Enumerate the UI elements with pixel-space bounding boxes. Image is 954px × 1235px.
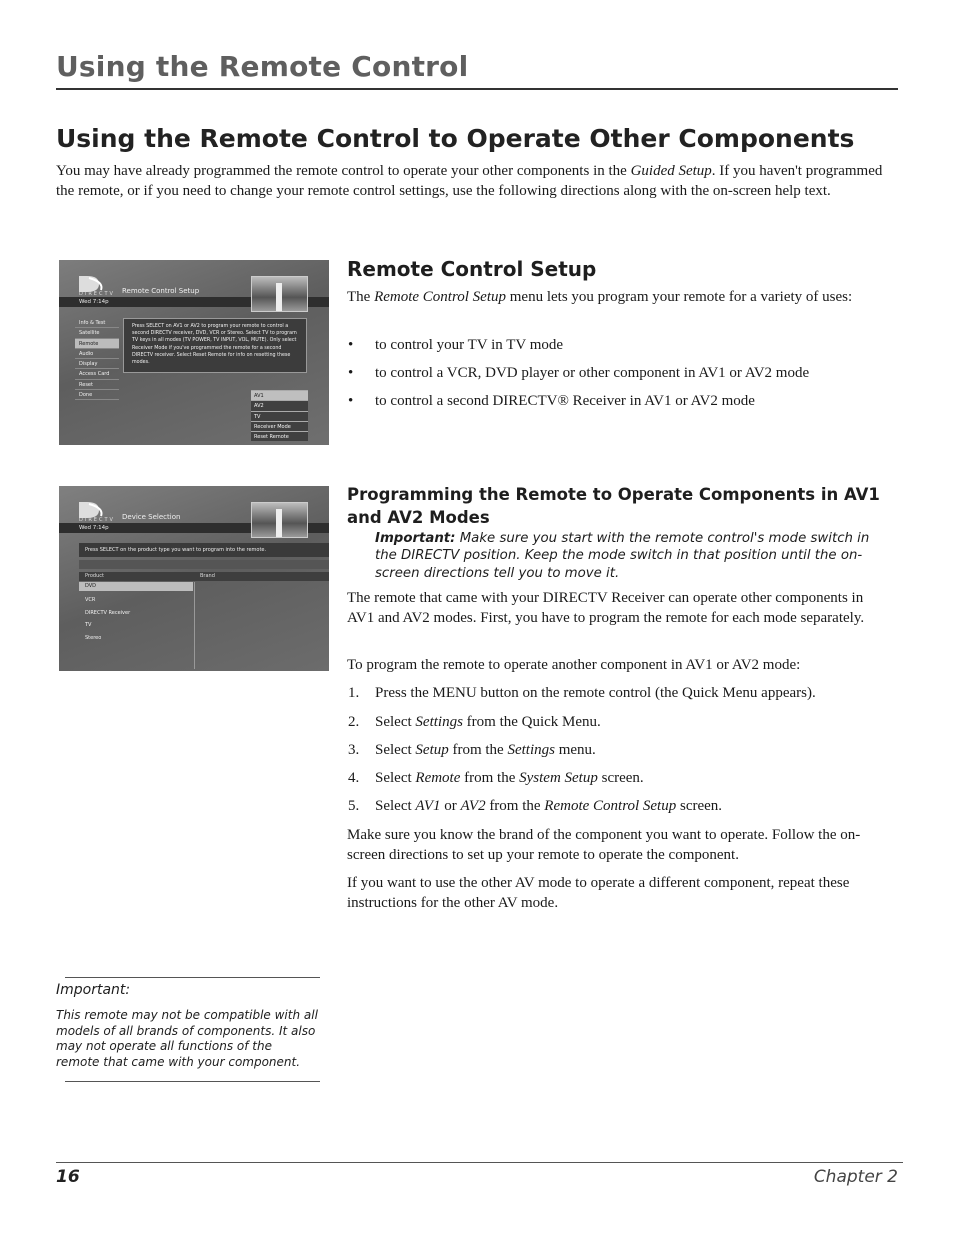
product-dvd[interactable]: DVD [79, 582, 193, 591]
menu-item[interactable]: Audio [75, 349, 119, 359]
column-header [79, 572, 329, 581]
menu-item-selected[interactable]: Remote [75, 339, 119, 349]
menu-item[interactable]: Satellite [75, 328, 119, 338]
preview-thumbnail [251, 502, 308, 538]
remote-setup-title: Remote Control Setup [347, 257, 597, 281]
chapter-label: Chapter 2 [813, 1167, 898, 1187]
option-receiver-mode[interactable]: Receiver Mode [251, 421, 308, 431]
product-list [79, 582, 193, 645]
menu-item[interactable]: Done [75, 390, 119, 400]
menu-item[interactable]: Reset [75, 380, 119, 390]
sidebar-rule-top [65, 977, 320, 978]
screen-title: Device Selection [122, 513, 181, 521]
footer-rule [56, 1162, 903, 1163]
sidebar-text: This remote may not be compatible with all models of all brands of components. It also may not operate all functions of the remote that came with your component. [56, 1008, 318, 1069]
brand-column [194, 582, 329, 669]
help-text-box: Press SELECT on AV1 or AV2 to program your remote to control a second DIRECTV receiver, DVD, VCR or Stereo. Select TV to program TV keys in all modes (TV POWER, TV INPUT, VOL, MUTE). Only select Receiver Mode if you've programmed the remote for a second DIRECTV receiver. Select Reset Remote for info on resetting these modes. [123, 318, 307, 373]
screen-time: Wed 7:14p [79, 525, 109, 531]
remote-setup-paragraph: The Remote Control Setup menu lets you program your remote for a variety of uses: [347, 289, 853, 305]
column-brand: Brand [200, 573, 215, 579]
sidebar-label: Important: [56, 982, 131, 998]
product-tv[interactable]: TV [85, 622, 92, 629]
product-directv-receiver[interactable]: DIRECTV Receiver [85, 609, 131, 616]
section-title: Using the Remote Control to Operate Other Components [56, 124, 855, 153]
option-av1[interactable]: AV1 [251, 390, 308, 400]
screen-time: Wed 7:14p [79, 299, 109, 305]
option-reset-remote[interactable]: Reset Remote [251, 431, 308, 441]
product-vcr[interactable]: VCR [85, 597, 96, 603]
instruction-divider [79, 560, 329, 569]
page-number: 16 [56, 1167, 80, 1187]
instruction-bar: Press SELECT on the product type you want to program into the remote. [79, 543, 329, 557]
device-selection-screenshot [59, 486, 329, 671]
settings-menu [75, 318, 119, 400]
preview-thumbnail [251, 276, 308, 312]
column-product: Product [85, 573, 104, 579]
running-header: Using the Remote Control [56, 50, 469, 83]
programming-paragraph-3: Make sure you know the brand of the component you want to operate. Follow the on-screen directions to set up your remote to operate the component. [347, 827, 861, 863]
programming-title: Programming the Remote to Operate Components in AV1 and AV2 Modes [347, 485, 880, 527]
screen-title: Remote Control Setup [122, 287, 200, 295]
important-note: Important: Make sure you start with the remote control's mode switch in the DIRECTV position. Keep the mode switch in that position until the on-screen directions tell you to move it. [375, 531, 870, 581]
remote-setup-screenshot [59, 260, 329, 445]
menu-item[interactable]: Info & Test [75, 318, 119, 328]
menu-item[interactable]: Display [75, 359, 119, 369]
logo-text: DIRECTV [79, 517, 115, 523]
logo-text: DIRECTV [79, 291, 115, 297]
option-av2[interactable]: AV2 [251, 400, 308, 410]
option-tv[interactable]: TV [251, 411, 308, 421]
sidebar-rule-bottom [65, 1081, 320, 1082]
programming-paragraph-4: If you want to use the other AV mode to operate a different component, repeat these instructions for the other AV mode. [347, 875, 850, 911]
menu-item[interactable]: Access Card [75, 369, 119, 379]
programming-paragraph-1: The remote that came with your DIRECTV Receiver can operate other components in AV1 and AV2 modes. First, you have to program the remote for each mode separately. [347, 590, 865, 626]
intro-paragraph: You may have already programmed the remote control to operate your other components in the Guided Setup. If you haven't programmed the remote, or if you need to change your remote control settings, use the following directions along with the on-screen help text. [56, 163, 883, 199]
programming-paragraph-2: To program the remote to operate another component in AV1 or AV2 mode: [347, 657, 801, 673]
product-stereo[interactable]: Stereo [85, 635, 102, 642]
mode-options [251, 390, 308, 441]
header-rule [56, 88, 898, 90]
